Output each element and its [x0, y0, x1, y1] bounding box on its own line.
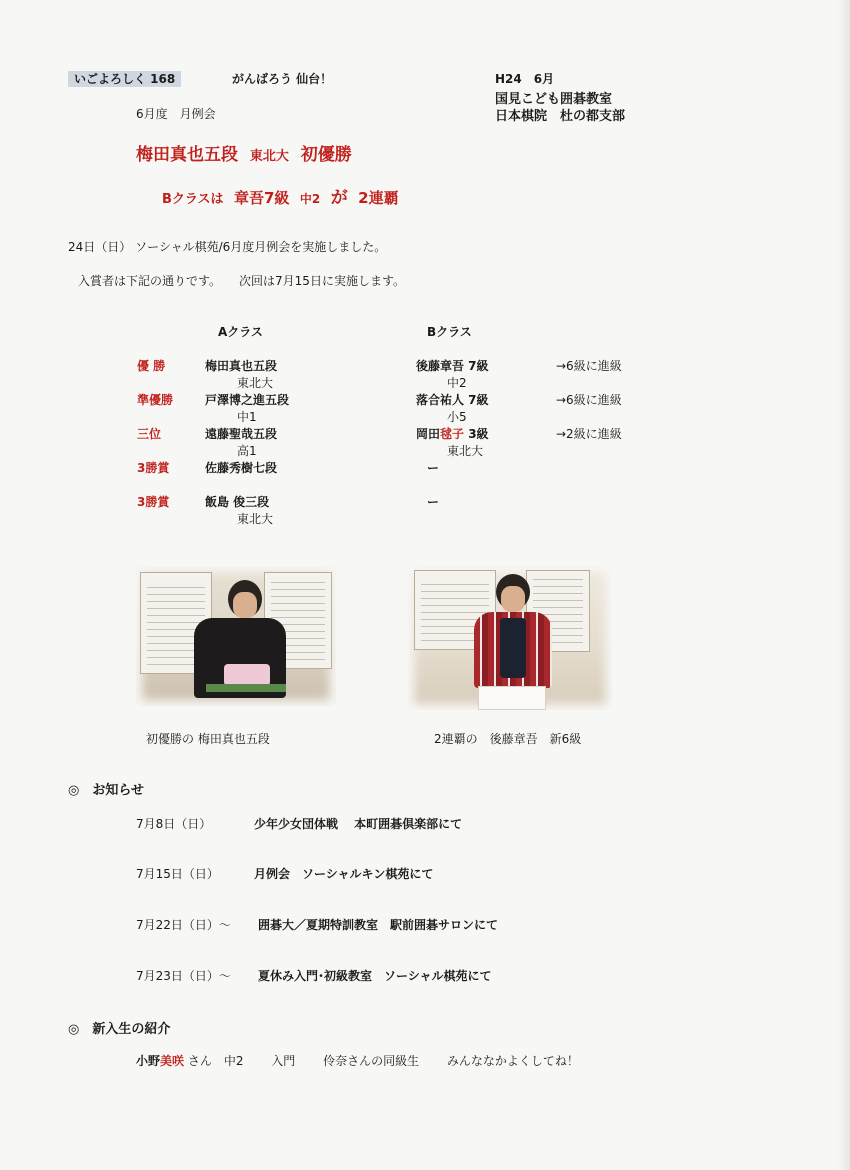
a-3win-name: 佐藤秀樹七段 [205, 461, 278, 475]
headline-a-name: 梅田真也五段 [136, 145, 238, 165]
org-branch: 日本棋院 杜の都支部 [495, 109, 626, 124]
place-label: 優 勝 [137, 359, 166, 373]
place-label: 3勝賞 [137, 461, 170, 475]
notice-date: 7月15日（日） [136, 867, 219, 881]
b-3win-placeholder-2: ー [427, 495, 440, 509]
a-3win-school-2: 東北大 [237, 512, 274, 526]
b-third-school: 東北大 [447, 444, 484, 458]
b-class-header: Bクラス [427, 325, 472, 339]
notice-date: 7月22日（日）～ [136, 918, 231, 932]
b-3win-placeholder: ー [427, 461, 440, 475]
paper-edge [838, 0, 850, 1170]
headline-b-ga: が [330, 188, 348, 208]
notice-date: 7月8日（日） [136, 817, 212, 831]
notice-text: 月例会 ソーシャルキン棋苑にて [254, 867, 434, 881]
a-winner-name: 梅田真也五段 [205, 359, 278, 373]
new-student-given-name: 美咲 [160, 1054, 185, 1068]
notice-text: 囲碁大／夏期特訓教室 駅前囲碁サロンにて [258, 918, 499, 932]
b-winner-name: 後藤章吾 7級 [416, 359, 489, 373]
tray [206, 684, 286, 692]
intro-line1: 24日（日） ソーシャル棋苑/6月度月例会を実施しました。 [68, 240, 387, 254]
b-third-promotion: →2級に進級 [556, 427, 622, 441]
a-second-school: 中1 [237, 410, 257, 424]
b-winner-school: 中2 [447, 376, 467, 390]
b-winner-promotion: →6級に進級 [556, 359, 622, 373]
headline-b-school: 中2 [299, 192, 321, 206]
headline-a-result: 初優勝 [300, 145, 352, 165]
headline-b-result: 2連覇 [358, 189, 399, 207]
a-3win-name-2: 飯島 俊三段 [205, 495, 270, 509]
a-class-header: Aクラス [218, 325, 263, 339]
headline-a-school: 東北大 [249, 149, 289, 164]
trophy-box [224, 664, 270, 686]
new-student-line [136, 1052, 579, 1069]
new-student-details: さん 中2 入門 伶奈さんの同級生 みんななかよくしてね！ [184, 1054, 579, 1068]
b-second-name: 落合祐人 7級 [416, 393, 489, 407]
a-winner-school: 東北大 [237, 376, 274, 390]
intro-line2: 入賞者は下記の通りです。 次回は7月15日に実施します。 [78, 274, 405, 288]
a-third-school: 高1 [237, 444, 257, 458]
headline-a [136, 140, 352, 165]
slogan: がんばろう 仙台！ [232, 72, 333, 86]
photo-caption-b: 2連覇の 後藤章吾 新6級 [434, 732, 582, 746]
notice-text: 少年少女団体戦 本町囲碁倶楽部にて [254, 817, 463, 831]
event-title: 6月度 月例会 [136, 107, 216, 121]
headline-b-name: 章吾7級 [233, 189, 290, 207]
headline-b [162, 183, 399, 208]
a-third-name: 遠藤聖哉五段 [205, 427, 278, 441]
org-name: 国見こども囲碁教室 [495, 92, 613, 107]
new-student-heading: ◎ 新入生の紹介 [68, 1022, 171, 1037]
b-second-promotion: →6級に進級 [556, 393, 622, 407]
new-student-surname: 小野 [136, 1054, 161, 1068]
b-third-rank: 3級 [464, 427, 489, 441]
place-label: 3勝賞 [137, 495, 170, 509]
winner-photo-b [408, 566, 612, 710]
notice-text: 夏休み入門･初級教室 ソーシャル棋苑にて [258, 969, 492, 983]
b-third-given-name: 毬子 [440, 427, 465, 441]
b-third-name [416, 425, 489, 442]
b-third-surname: 岡田 [416, 427, 441, 441]
notice-heading: ◎ お知らせ [68, 783, 144, 798]
a-second-name: 戸澤博之進五段 [205, 393, 290, 407]
b-second-school: 小5 [447, 410, 467, 424]
winner-photo-a [136, 566, 336, 706]
person-face [501, 586, 525, 612]
prize-box [478, 686, 546, 710]
photo-caption-a: 初優勝の 梅田真也五段 [146, 732, 270, 746]
headline-b-prefix: Bクラスは [162, 192, 224, 207]
issue-date: H24 6月 [495, 72, 555, 86]
place-label: 三位 [137, 427, 162, 441]
person-tshirt [500, 618, 526, 678]
newsletter-title: いごよろしく 168 [68, 70, 181, 87]
person-face [233, 592, 257, 618]
notice-date: 7月23日（日）～ [136, 969, 231, 983]
place-label: 準優勝 [137, 393, 174, 407]
